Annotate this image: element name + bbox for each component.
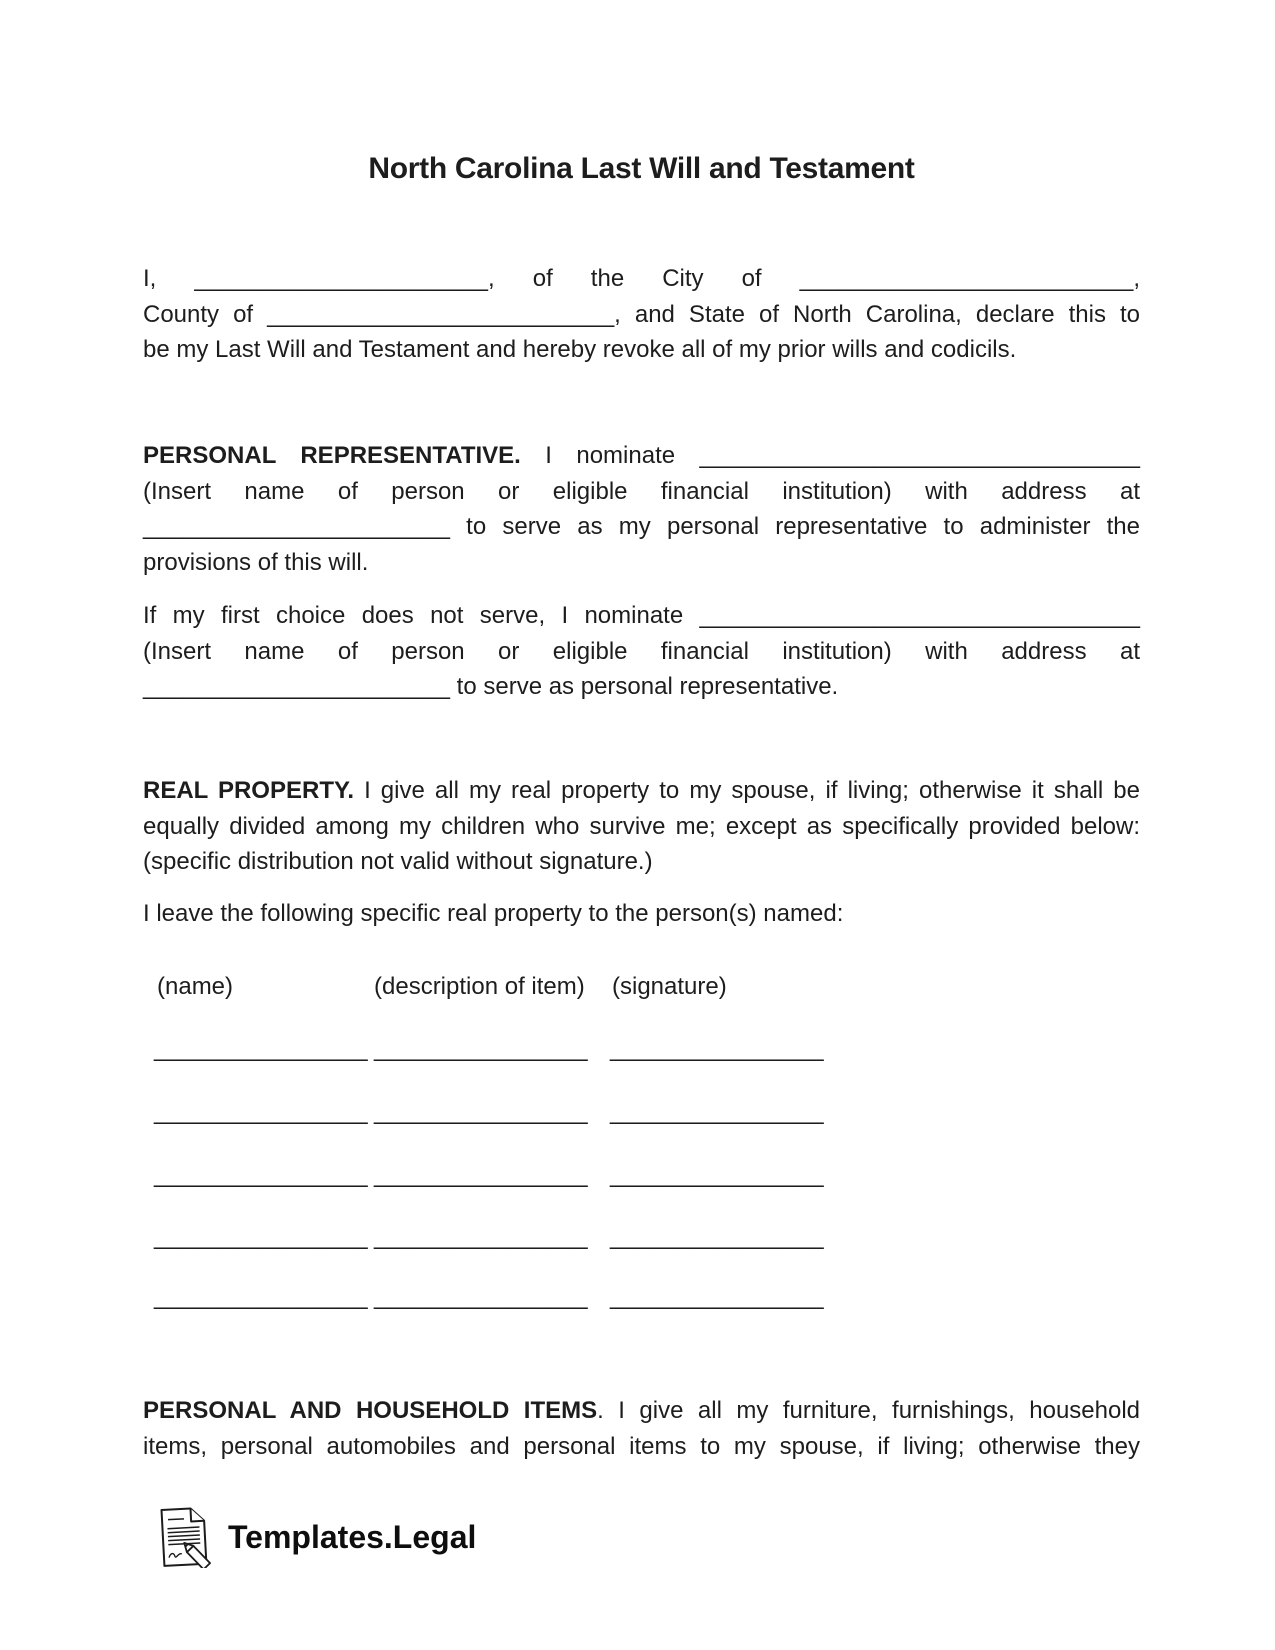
blank-name-line: ________________: [154, 1035, 368, 1062]
blank-name-line: ________________: [154, 1161, 368, 1188]
blank-description-line: ________________: [374, 1161, 588, 1188]
personal-household-paragraph: [143, 1393, 1140, 1464]
intro-paragraph: [143, 261, 1140, 368]
body-text: County of __________________________, and State of North Carolina, declare this to: [143, 300, 1140, 328]
blank-signature-line: ________________: [610, 1161, 824, 1188]
column-header-name: (name): [157, 973, 234, 1000]
property-table-row: [143, 1035, 1140, 1065]
body-text: provisions of this will.: [143, 548, 369, 576]
property-table-header: [143, 972, 1140, 1004]
real-property-intro-line: [143, 896, 1140, 932]
real-property-paragraph: [143, 773, 1140, 880]
text-line: [143, 773, 1140, 809]
footer-logo: [155, 1506, 476, 1568]
blank-description-line: ________________: [374, 1035, 588, 1062]
blank-name-line: ________________: [154, 1223, 368, 1250]
body-text: _______________________ to serve as my personal representative to administer the: [143, 513, 1140, 541]
personal-representative-paragraph-1: [143, 438, 1140, 580]
property-table-row: [143, 1098, 1140, 1128]
blank-description-line: ________________: [374, 1283, 588, 1310]
blank-signature-line: ________________: [610, 1098, 824, 1125]
text-line: [143, 509, 1140, 545]
text-line: [143, 545, 1140, 581]
body-text: . I give all my furniture, furnishings, household: [597, 1397, 1141, 1424]
text-line: [143, 634, 1140, 670]
body-text: I nominate _________________________________: [520, 442, 1140, 469]
document-pencil-icon: [155, 1506, 213, 1568]
text-line: [143, 1429, 1140, 1465]
body-text: equally divided among my children who survive me; except as specifically provided below:: [143, 812, 1140, 840]
section-heading-text: REAL PROPERTY.: [143, 777, 354, 804]
column-header-description: (description of item): [374, 973, 585, 1000]
blank-signature-line: ________________: [610, 1223, 824, 1250]
blank-name-line: ________________: [154, 1283, 368, 1310]
personal-representative-paragraph-2: [143, 598, 1140, 705]
text-line: [143, 809, 1140, 845]
body-text: (Insert name of person or eligible financial institution) with address at: [143, 637, 1140, 665]
body-text: be my Last Will and Testament and hereby revoke all of my prior wills and codicils.: [143, 336, 1017, 364]
section-heading-text: PERSONAL AND HOUSEHOLD ITEMS: [143, 1397, 598, 1424]
blank-description-line: ________________: [374, 1098, 588, 1125]
text-line: [143, 474, 1140, 510]
blank-signature-line: ________________: [610, 1035, 824, 1062]
blank-signature-line: ________________: [610, 1283, 824, 1310]
text-line: [143, 261, 1140, 297]
section-heading-text: PERSONAL REPRESENTATIVE.: [143, 442, 521, 469]
text-line: [143, 438, 1140, 474]
page-title: North Carolina Last Will and Testament: [368, 152, 915, 185]
blank-description-line: ________________: [374, 1223, 588, 1250]
footer-brand-text: Templates.Legal: [228, 1519, 477, 1555]
text-line: [143, 332, 1140, 368]
body-text: I, ______________________, of the City of _________________________,: [143, 265, 1140, 292]
text-line: [143, 1393, 1140, 1429]
body-text: (specific distribution not valid without signature.): [143, 848, 653, 876]
blank-name-line: ________________: [154, 1098, 368, 1125]
column-header-signature: (signature): [612, 973, 727, 1000]
property-table-row: [143, 1161, 1140, 1191]
text-line: [143, 669, 1140, 705]
text-line: [143, 896, 1140, 932]
body-text: (Insert name of person or eligible financial institution) with address at: [143, 477, 1140, 505]
text-line: [143, 297, 1140, 333]
body-text: items, personal automobiles and personal items to my spouse, if living; otherwise they: [143, 1432, 1140, 1460]
property-table-row: [143, 1283, 1140, 1313]
body-text: I give all my real property to my spouse, if living; otherwise it shall be: [354, 777, 1140, 804]
property-table-row: [143, 1223, 1140, 1253]
body-text: I leave the following specific real property to the person(s) named:: [143, 900, 844, 927]
text-line: [143, 598, 1140, 634]
text-line: [143, 844, 1140, 880]
body-text: If my first choice does not serve, I nominate _________________________________: [143, 602, 1140, 629]
body-text: _______________________ to serve as personal representative.: [143, 673, 839, 701]
